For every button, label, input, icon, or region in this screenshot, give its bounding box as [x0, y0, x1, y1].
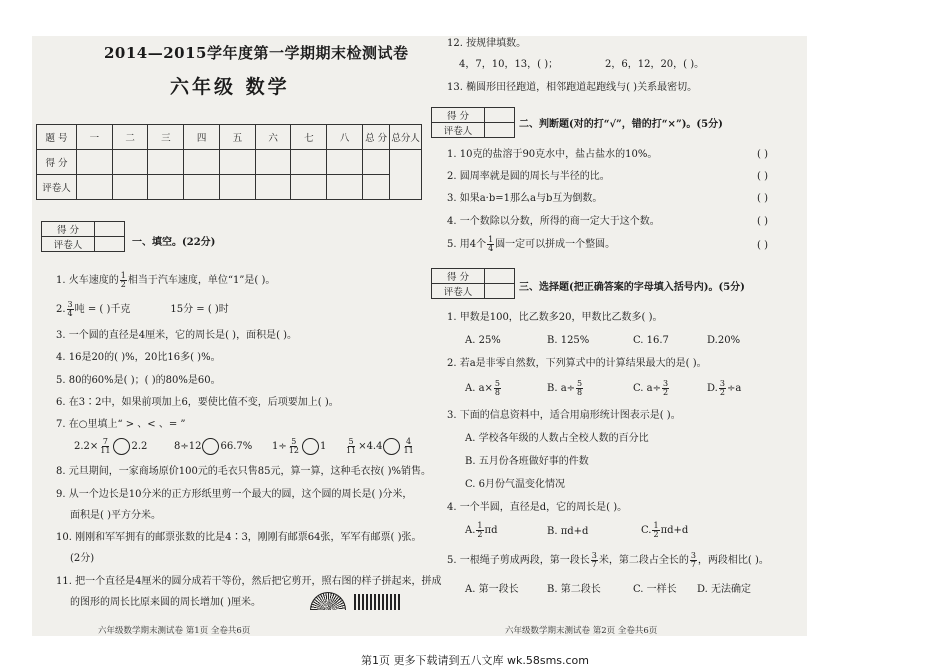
fraction [120, 272, 127, 289]
denominator: 4 [67, 309, 73, 318]
score-cell[interactable] [485, 108, 515, 123]
grader-cell[interactable] [76, 175, 112, 200]
table-cell: 总 分 [362, 125, 389, 150]
option-text: A. a× [465, 383, 493, 394]
option-text: πd+d [660, 525, 689, 536]
table-cell: 评卷人 [432, 123, 485, 138]
compare-item [272, 438, 326, 455]
option-b[interactable]: B. 125% [547, 335, 590, 346]
option-b[interactable]: B. 五月份各班做好事的件数 [465, 456, 589, 467]
question-7: 7. 在○里填上“ > 、< 、= ” [56, 419, 186, 430]
option-text: D. [707, 383, 718, 394]
table-cell: 得 分 [432, 108, 485, 123]
table-cell: 评卷人 [37, 175, 77, 200]
answer-paren[interactable]: ( ) [757, 216, 768, 227]
section1-heading: 一、填空。(22分) [132, 237, 216, 248]
circle-sectors-diagram [310, 592, 346, 610]
grader-cell[interactable] [485, 123, 515, 138]
grader-cell[interactable] [362, 175, 389, 200]
option-text: A. [465, 525, 476, 536]
rearranged-sectors-diagram [354, 594, 402, 610]
question-2 [56, 301, 229, 318]
option-a[interactable]: A. 学校各年级的人数占全校人数的百分比 [465, 433, 649, 444]
score-table [36, 124, 422, 200]
denominator: 2 [663, 388, 669, 397]
option-b[interactable]: B. 第二段长 [547, 584, 601, 595]
page-footer: 六年级数学期末测试卷 第2页 全卷共6页 [505, 626, 658, 636]
page-footer: 六年级数学期末测试卷 第1页 全卷共6页 [98, 626, 251, 636]
exam-title: 2014—2015学年度第一学期期末检测试卷 [104, 44, 409, 62]
numerator: 4 [406, 437, 412, 446]
fraction [652, 522, 659, 539]
numerator: 5 [348, 437, 354, 446]
numerator: 3 [591, 551, 597, 560]
question-12-a: 4，7，10，13，( )； [459, 59, 559, 70]
option-b[interactable]: B. πd+d [547, 526, 589, 537]
left-page [32, 36, 442, 636]
question-text: 米，第二段占全长的 [598, 555, 689, 566]
exam-sheet [32, 36, 807, 636]
table-cell: 八 [327, 125, 363, 150]
score-cell[interactable] [95, 222, 125, 237]
table-cell: 评卷人 [432, 284, 485, 299]
fraction [288, 438, 300, 455]
option-b[interactable] [547, 380, 584, 397]
answer-paren[interactable]: ( ) [757, 171, 768, 182]
score-cell[interactable] [76, 150, 112, 175]
question-10: 10. 刚刚和军军拥有的邮票张数的比是4∶3，刚刚有邮票64张，军军有邮票( )张。 [56, 532, 422, 543]
question-5: 5. 80的60%是( )；( )的80%是60。 [56, 375, 221, 386]
fraction [476, 522, 483, 539]
score-table-grader-row [37, 175, 422, 200]
question-10-cont: (2分) [70, 553, 95, 564]
fraction [99, 438, 111, 455]
numerator: 1 [653, 521, 659, 530]
judge-item-4: 4. 一个数除以分数，所得的商一定大于这个数。 [447, 216, 660, 227]
fraction [487, 236, 494, 253]
answer-paren[interactable]: ( ) [757, 240, 768, 251]
question-8: 8. 元旦期间，一家商场原价100元的毛衣只售85元，算一算，这种毛衣按( )%销售。 [56, 466, 432, 477]
compare-item [344, 438, 416, 455]
score-cell[interactable] [291, 150, 327, 175]
fraction [719, 380, 726, 397]
table-cell: 六 [255, 125, 291, 150]
denominator: 2 [477, 530, 483, 539]
numerator: 3 [719, 379, 725, 388]
compare-item [174, 438, 252, 455]
question-text: 5. 用4个 [447, 239, 487, 250]
question-3: 3. 一个圆的直径是4厘米，它的周长是( )，面积是( )。 [56, 330, 298, 341]
option-a[interactable] [465, 380, 502, 397]
option-c[interactable] [641, 522, 688, 539]
table-cell: 四 [184, 125, 220, 150]
question-9: 9. 从一个边长是10分米的正方形纸里剪一个最大的圆，这个圆的周长是( )分米， [56, 489, 413, 500]
score-cell[interactable] [327, 150, 363, 175]
numerator: 5 [577, 379, 583, 388]
answer-paren[interactable]: ( ) [757, 149, 768, 160]
option-c[interactable]: C. 16.7 [633, 335, 669, 346]
option-text: πd [484, 525, 498, 536]
expr: 66.7% [220, 441, 253, 452]
score-cell[interactable] [485, 269, 515, 284]
expr: 2.2× [74, 441, 99, 452]
denominator: 4 [488, 244, 494, 253]
section1-score-box [41, 221, 125, 252]
denominator: 7 [591, 560, 597, 569]
denominator: 2 [120, 280, 126, 289]
grader-cell[interactable] [112, 175, 148, 200]
score-cell[interactable] [255, 150, 291, 175]
fraction [494, 380, 501, 397]
denominator: 11 [403, 446, 414, 455]
expr: 8÷12 [174, 441, 202, 452]
question-text: ，两段相比( )。 [697, 555, 769, 566]
fraction [345, 438, 357, 455]
table-cell: 评卷人 [42, 237, 95, 252]
score-table-header-row [37, 125, 422, 150]
grader-cell[interactable] [327, 175, 363, 200]
grader-cell[interactable] [291, 175, 327, 200]
numerator: 5 [494, 379, 501, 388]
option-text: C. a÷ [633, 383, 661, 394]
option-d[interactable]: D.20% [707, 335, 741, 346]
question-12: 12. 按规律填数。 [447, 38, 527, 49]
judge-item-1: 1. 10克的盐溶于90克水中，盐占盐水的10%。 [447, 149, 658, 160]
grader-cell[interactable] [485, 284, 515, 299]
table-cell: 题 号 [37, 125, 77, 150]
table-cell: 得 分 [432, 269, 485, 284]
judge-item-2: 2. 圆周率就是圆的周长与半径的比。 [447, 171, 610, 182]
numerator: 5 [291, 437, 297, 446]
option-a[interactable]: A. 第一段长 [465, 584, 519, 595]
numerator: 1 [477, 521, 483, 530]
question-text: 圆一定可以拼成一个整圆。 [495, 239, 616, 250]
question-13: 13. 椭圆形田径跑道，相邻跑道起跑线与( )关系最密切。 [447, 82, 698, 93]
option-a[interactable]: A. 25% [465, 335, 501, 346]
denominator: 12 [288, 446, 299, 455]
option-c[interactable] [633, 380, 670, 397]
numerator: 1 [488, 235, 494, 244]
question-11: 11. 把一个直径是4厘米的圆分成若干等份，然后把它剪开，照右图的样子拼起来，拼成 [56, 576, 442, 587]
compare-circle[interactable] [383, 438, 400, 455]
score-cell[interactable] [112, 150, 148, 175]
denominator: 2 [719, 388, 725, 397]
numerator: 3 [690, 551, 696, 560]
choice-question-1: 1. 甲数是100，比乙数多20，甲数比乙数多( )。 [447, 312, 663, 323]
question-text: 1. 火车速度的 [56, 275, 119, 286]
table-cell: 得 分 [42, 222, 95, 237]
compare-circle[interactable] [202, 438, 219, 455]
choice-question-3: 3. 下面的信息资料中，适合用扇形统计图表示是( )。 [447, 410, 681, 421]
question-text: 相当于汽车速度，单位“1”是( )。 [127, 275, 276, 286]
option-d[interactable]: D. 无法确定 [697, 584, 752, 595]
answer-paren[interactable]: ( ) [757, 193, 768, 204]
question-6: 6. 在3∶2中，如果前项加上6，要使比值不变，后项要加上( )。 [56, 397, 339, 408]
judge-item-5 [447, 236, 615, 253]
option-text: C. [641, 525, 652, 536]
question-4: 4. 16是20的( )%，20比16多( )%。 [56, 352, 221, 363]
section2-score-box [431, 107, 515, 138]
grader-cell[interactable] [95, 237, 125, 252]
expr: 1÷ [272, 441, 287, 452]
choice-question-2: 2. 若a是非零自然数，下列算式中的计算结果最大的是( )。 [447, 358, 707, 369]
table-cell: 二 [112, 125, 148, 150]
fraction [402, 438, 414, 455]
numerator: 3 [663, 379, 669, 388]
denominator: 11 [346, 446, 357, 455]
exam-subtitle: 六年级 数学 [170, 76, 290, 98]
score-cell[interactable] [184, 150, 220, 175]
grader-cell[interactable] [219, 175, 255, 200]
question-text: 15分 = ( )时 [170, 304, 229, 315]
denominator: 11 [100, 446, 111, 455]
option-c[interactable]: C. 6月份气温变化情况 [465, 479, 566, 490]
question-9-cont: 面积是( )平方分米。 [70, 510, 161, 521]
judge-item-3: 3. 如果a·b=1那么a与b互为倒数。 [447, 193, 603, 204]
question-11-cont: 的图形的周长比原来圆的周长增加( )厘米。 [70, 597, 261, 608]
denominator: 8 [494, 388, 501, 397]
score-cell[interactable] [362, 150, 389, 175]
question-text: 吨 = ( )千克 [74, 304, 131, 315]
denominator: 7 [690, 560, 696, 569]
option-c[interactable]: C. 一样长 [633, 584, 677, 595]
table-cell: 一 [76, 125, 112, 150]
grader-cell[interactable] [184, 175, 220, 200]
right-page [427, 36, 807, 636]
grader-cell[interactable] [255, 175, 291, 200]
question-text: 2. [56, 304, 66, 315]
option-text: B. a÷ [547, 383, 576, 394]
numerator: 1 [120, 271, 126, 280]
section2-heading: 二、判断题(对的打“√”，错的打“×”)。(5分) [519, 119, 723, 130]
question-text: 5. 一根绳子剪成两段，第一段长 [447, 555, 590, 566]
compare-item [74, 438, 147, 455]
score-cell[interactable] [219, 150, 255, 175]
numerator: 7 [102, 437, 108, 446]
table-cell: 得 分 [37, 150, 77, 175]
numerator: 3 [67, 300, 73, 309]
fraction [576, 380, 583, 397]
choice-question-5 [447, 552, 769, 569]
denominator: 8 [577, 388, 583, 397]
fraction [690, 552, 697, 569]
denominator: 2 [653, 530, 659, 539]
section3-heading: 三、选择题(把正确答案的字母填入括号内)。(5分) [519, 282, 745, 293]
expr: 2.2 [131, 441, 148, 452]
option-a[interactable] [465, 522, 497, 539]
question-1 [56, 272, 275, 289]
expr: ×4.4 [358, 441, 383, 452]
grader-cell[interactable] [148, 175, 184, 200]
table-cell: 总分人 [390, 125, 422, 150]
question-12-b: 2，6，12，20，( )。 [605, 59, 705, 70]
fraction [662, 380, 669, 397]
table-cell: 五 [219, 125, 255, 150]
option-d[interactable] [707, 380, 741, 397]
fraction [67, 301, 74, 318]
table-cell: 七 [291, 125, 327, 150]
score-cell[interactable] [390, 150, 422, 200]
score-table-score-row [37, 150, 422, 175]
compare-circle[interactable] [302, 438, 319, 455]
choice-question-4: 4. 一个半圆，直径是d，它的周长是( )。 [447, 502, 628, 513]
option-text: ÷a [726, 383, 742, 394]
expr: 1 [319, 441, 327, 452]
section3-score-box [431, 268, 515, 299]
fraction [591, 552, 598, 569]
compare-circle[interactable] [113, 438, 130, 455]
download-banner: 第1页 更多下载请到五八文库 wk.58sms.com [360, 654, 590, 667]
score-cell[interactable] [148, 150, 184, 175]
table-cell: 三 [148, 125, 184, 150]
